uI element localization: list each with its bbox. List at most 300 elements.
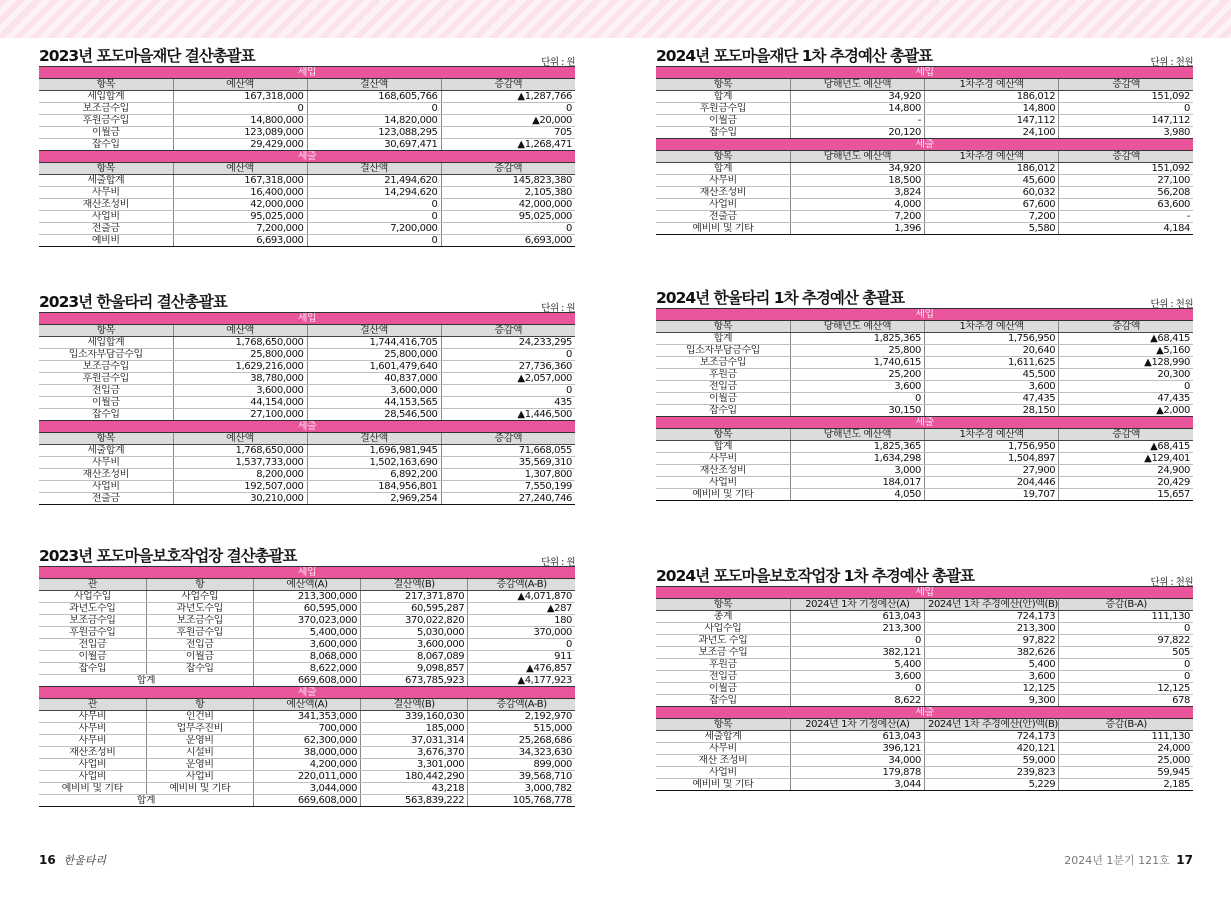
value-cell: 34,920 xyxy=(790,91,924,103)
row-label-cell: 후원금 xyxy=(656,369,790,381)
value-cell: 39,568,710 xyxy=(468,771,575,783)
row-label-cell: 전입금 xyxy=(146,639,253,651)
total-value-cell: ▲4,177,923 xyxy=(468,675,575,687)
value-cell: 37,031,314 xyxy=(361,735,468,747)
row-label-cell: 전출금 xyxy=(39,493,173,505)
total-label-cell: 합계 xyxy=(39,675,253,687)
column-header: 항목 xyxy=(656,321,790,333)
table-row xyxy=(656,647,1193,659)
row-label-cell: 과년도수입 xyxy=(146,603,253,615)
table-section xyxy=(656,417,1193,501)
column-header: 2024년 1차 기정예산(A) xyxy=(790,599,924,611)
value-cell: 396,121 xyxy=(790,743,924,755)
value-cell: 0 xyxy=(441,103,575,115)
column-header: 결산액(B) xyxy=(361,699,468,711)
value-cell: 145,823,380 xyxy=(441,175,575,187)
column-header: 증감액(A-B) xyxy=(468,579,575,591)
table-row xyxy=(39,385,575,397)
table-heading xyxy=(39,538,575,566)
table-row xyxy=(39,591,575,603)
value-cell: ▲129,401 xyxy=(1059,453,1193,465)
value-cell: 59,945 xyxy=(1059,767,1193,779)
column-header: 관 xyxy=(39,699,146,711)
table-row xyxy=(39,771,575,783)
value-cell: 14,820,000 xyxy=(307,115,441,127)
table-row xyxy=(656,187,1193,199)
column-header: 증감액 xyxy=(1059,79,1193,91)
value-cell: 1,756,950 xyxy=(925,333,1059,345)
row-label-cell: 후원금수입 xyxy=(39,373,173,385)
column-header: 증감액 xyxy=(441,433,575,445)
value-cell: 45,500 xyxy=(925,369,1059,381)
table-row xyxy=(656,465,1193,477)
value-cell: 25,000 xyxy=(1059,755,1193,767)
value-cell: 6,892,200 xyxy=(307,469,441,481)
value-cell: 435 xyxy=(441,397,575,409)
table-heading xyxy=(39,284,575,312)
value-cell: ▲20,000 xyxy=(441,115,575,127)
table-row xyxy=(656,127,1193,139)
row-label-cell: 과년도수입 xyxy=(39,603,146,615)
value-cell: 168,605,766 xyxy=(307,91,441,103)
column-header: 결산액 xyxy=(307,325,441,337)
value-cell: 505 xyxy=(1059,647,1193,659)
table-block-2023-hanultari xyxy=(39,284,575,505)
value-cell: 111,130 xyxy=(1059,611,1193,623)
table-row xyxy=(39,469,575,481)
table-row xyxy=(39,747,575,759)
column-header: 1차추경 예산액 xyxy=(925,321,1059,333)
row-label-cell: 합계 xyxy=(656,163,790,175)
value-cell: 1,611,625 xyxy=(925,357,1059,369)
value-cell: 1,825,365 xyxy=(790,333,924,345)
value-cell: 7,200 xyxy=(925,211,1059,223)
table-row xyxy=(656,223,1193,235)
row-label-cell: 예비비 및 기타 xyxy=(656,223,790,235)
value-cell: ▲68,415 xyxy=(1059,333,1193,345)
table-row xyxy=(39,91,575,103)
table-row xyxy=(656,489,1193,501)
value-cell: 24,233,295 xyxy=(441,337,575,349)
table-row xyxy=(656,683,1193,695)
row-label-cell: 잡수입 xyxy=(39,663,146,675)
value-cell: 613,043 xyxy=(790,611,924,623)
value-cell: 7,200 xyxy=(790,211,924,223)
header-row xyxy=(656,151,1193,163)
value-cell: 34,920 xyxy=(790,163,924,175)
table-row xyxy=(656,333,1193,345)
table-row xyxy=(39,223,575,235)
table-row xyxy=(39,175,575,187)
value-cell: 184,017 xyxy=(790,477,924,489)
table-row xyxy=(656,767,1193,779)
row-label-cell: 재산 조성비 xyxy=(656,755,790,767)
value-cell: 29,429,000 xyxy=(173,139,307,151)
column-header: 항목 xyxy=(656,429,790,441)
column-header: 예산액 xyxy=(173,325,307,337)
value-cell: 14,800 xyxy=(790,103,924,115)
table-block-2024-podo-workshop xyxy=(656,558,1193,791)
table-row xyxy=(39,373,575,385)
table-row xyxy=(39,603,575,615)
value-cell: 27,240,746 xyxy=(441,493,575,505)
value-cell: 3,000,782 xyxy=(468,783,575,795)
section-label: 세입 xyxy=(656,587,1193,599)
column-header: 증감액 xyxy=(441,325,575,337)
budget-table xyxy=(656,66,1193,235)
column-header: 증감액 xyxy=(1059,321,1193,333)
column-header: 항목 xyxy=(656,599,790,611)
value-cell: 8,622,000 xyxy=(253,663,360,675)
table-row xyxy=(656,695,1193,707)
table-row xyxy=(39,409,575,421)
section-label: 세입 xyxy=(656,67,1193,79)
value-cell: 151,092 xyxy=(1059,163,1193,175)
section-label-row xyxy=(39,151,575,163)
table-row xyxy=(656,623,1193,635)
section-label: 세입 xyxy=(656,309,1193,321)
value-cell: 2,969,254 xyxy=(307,493,441,505)
value-cell: 5,400 xyxy=(925,659,1059,671)
table-row xyxy=(39,615,575,627)
value-cell: 123,089,000 xyxy=(173,127,307,139)
value-cell: 3,044 xyxy=(790,779,924,791)
unit-label: 단위 : 원 xyxy=(541,303,575,314)
value-cell: 0 xyxy=(1059,381,1193,393)
row-label-cell: 후원금 xyxy=(656,659,790,671)
row-label-cell: 시설비 xyxy=(146,747,253,759)
value-cell: ▲287 xyxy=(468,603,575,615)
value-cell: 167,318,000 xyxy=(173,91,307,103)
row-label-cell: 사업비 xyxy=(39,771,146,783)
page-number: 17 xyxy=(1176,853,1193,867)
value-cell: 911 xyxy=(468,651,575,663)
unit-label: 단위 : 천원 xyxy=(1150,299,1193,310)
value-cell: 67,600 xyxy=(925,199,1059,211)
value-cell: 30,697,471 xyxy=(307,139,441,151)
value-cell: ▲5,160 xyxy=(1059,345,1193,357)
table-title: 2023년 포도마을보호작업장 결산총괄표 xyxy=(39,547,297,565)
row-label-cell: 합계 xyxy=(656,441,790,453)
table-row xyxy=(656,115,1193,127)
value-cell: 20,300 xyxy=(1059,369,1193,381)
page-number: 16 xyxy=(39,853,56,867)
section-label-row xyxy=(39,687,575,699)
total-value-cell: 669,608,000 xyxy=(253,795,360,807)
table-row xyxy=(39,639,575,651)
value-cell: 24,000 xyxy=(1059,743,1193,755)
value-cell: 62,300,000 xyxy=(253,735,360,747)
row-label-cell: 사업비 xyxy=(656,767,790,779)
value-cell: 95,025,000 xyxy=(173,211,307,223)
section-label-row xyxy=(656,417,1193,429)
header-row xyxy=(39,79,575,91)
value-cell: 7,550,199 xyxy=(441,481,575,493)
unit-label: 단위 : 천원 xyxy=(1150,577,1193,588)
column-header: 당해년도 예산액 xyxy=(790,151,924,163)
value-cell: 613,043 xyxy=(790,731,924,743)
value-cell: 4,184 xyxy=(1059,223,1193,235)
table-row xyxy=(656,731,1193,743)
value-cell: 14,800,000 xyxy=(173,115,307,127)
value-cell: 147,112 xyxy=(925,115,1059,127)
row-label-cell: 이월금 xyxy=(39,651,146,663)
unit-label: 단위 : 원 xyxy=(541,557,575,568)
header-row xyxy=(39,433,575,445)
row-label-cell: 사무비 xyxy=(39,723,146,735)
section-label-row xyxy=(656,139,1193,151)
table-row xyxy=(656,405,1193,417)
column-header: 1차추경 예산액 xyxy=(925,429,1059,441)
table-row xyxy=(656,477,1193,489)
row-label-cell: 사업비 xyxy=(39,759,146,771)
row-label-cell: 운영비 xyxy=(146,735,253,747)
table-row xyxy=(656,103,1193,115)
row-label-cell: 잡수입 xyxy=(146,663,253,675)
value-cell: 9,098,857 xyxy=(361,663,468,675)
column-header: 항목 xyxy=(656,719,790,731)
value-cell: 60,595,287 xyxy=(361,603,468,615)
section-label-row xyxy=(39,421,575,433)
value-cell: 30,210,000 xyxy=(173,493,307,505)
column-header: 증감액 xyxy=(441,79,575,91)
value-cell: 678 xyxy=(1059,695,1193,707)
row-label-cell: 이월금 xyxy=(656,683,790,695)
section-label: 세출 xyxy=(656,707,1193,719)
value-cell: 47,435 xyxy=(1059,393,1193,405)
row-label-cell: 잡수입 xyxy=(656,405,790,417)
value-cell: 186,012 xyxy=(925,91,1059,103)
table-row xyxy=(39,493,575,505)
left-page-footer xyxy=(39,852,106,868)
value-cell: 180 xyxy=(468,615,575,627)
row-label-cell: 사업비 xyxy=(656,199,790,211)
value-cell: 5,580 xyxy=(925,223,1059,235)
table-title: 2024년 포도마을재단 1차 추경예산 총괄표 xyxy=(656,47,933,65)
row-label-cell: 사업수입 xyxy=(656,623,790,635)
table-row xyxy=(39,187,575,199)
table-block-2024-podo-foundation xyxy=(656,38,1193,235)
value-cell: 184,956,801 xyxy=(307,481,441,493)
section-label: 세입 xyxy=(39,567,575,579)
row-label-cell: 세출합계 xyxy=(656,731,790,743)
table-heading xyxy=(656,38,1193,66)
table-row xyxy=(39,139,575,151)
value-cell: 63,600 xyxy=(1059,199,1193,211)
value-cell: 370,022,820 xyxy=(361,615,468,627)
table-row xyxy=(39,211,575,223)
column-header: 항 xyxy=(146,579,253,591)
header-row xyxy=(39,579,575,591)
table-row xyxy=(656,393,1193,405)
value-cell: 3,676,370 xyxy=(361,747,468,759)
table-row xyxy=(656,441,1193,453)
table-title: 2024년 포도마을보호작업장 1차 추경예산 총괄표 xyxy=(656,567,975,585)
row-label-cell: 과년도 수입 xyxy=(656,635,790,647)
value-cell: 20,120 xyxy=(790,127,924,139)
section-label: 세출 xyxy=(39,151,575,163)
table-row xyxy=(39,723,575,735)
table-section xyxy=(656,67,1193,139)
unit-label: 단위 : 원 xyxy=(541,57,575,68)
value-cell: 1,740,615 xyxy=(790,357,924,369)
value-cell: 899,000 xyxy=(468,759,575,771)
value-cell: 21,494,620 xyxy=(307,175,441,187)
value-cell: 60,595,000 xyxy=(253,603,360,615)
table-row xyxy=(656,779,1193,791)
row-label-cell: 후원금수입 xyxy=(39,627,146,639)
table-section xyxy=(656,309,1193,417)
value-cell: 5,030,000 xyxy=(361,627,468,639)
value-cell: 420,121 xyxy=(925,743,1059,755)
value-cell: 27,900 xyxy=(925,465,1059,477)
value-cell: 2,105,380 xyxy=(441,187,575,199)
value-cell: 370,023,000 xyxy=(253,615,360,627)
right-page-footer xyxy=(1064,852,1193,868)
table-row xyxy=(39,337,575,349)
value-cell: 3,044,000 xyxy=(253,783,360,795)
value-cell: 40,837,000 xyxy=(307,373,441,385)
column-header: 당해년도 예산액 xyxy=(790,79,924,91)
table-row xyxy=(656,175,1193,187)
table-row xyxy=(656,211,1193,223)
row-label-cell: 사업비 xyxy=(656,477,790,489)
row-label-cell: 세출합계 xyxy=(39,175,173,187)
section-label-row xyxy=(656,707,1193,719)
table-section xyxy=(39,567,575,687)
value-cell: 27,100 xyxy=(1059,175,1193,187)
value-cell: 370,000 xyxy=(468,627,575,639)
value-cell: 24,900 xyxy=(1059,465,1193,477)
header-row xyxy=(656,429,1193,441)
table-title: 2024년 한울타리 1차 추경예산 총괄표 xyxy=(656,289,905,307)
row-label-cell: 후원금수입 xyxy=(39,115,173,127)
value-cell: 20,640 xyxy=(925,345,1059,357)
total-row xyxy=(39,675,575,687)
value-cell: 3,600 xyxy=(790,381,924,393)
row-label-cell: 사무비 xyxy=(656,453,790,465)
value-cell: 8,200,000 xyxy=(173,469,307,481)
budget-table xyxy=(39,312,575,505)
value-cell: 1,634,298 xyxy=(790,453,924,465)
value-cell: 220,011,000 xyxy=(253,771,360,783)
row-label-cell: 총계 xyxy=(656,611,790,623)
table-row xyxy=(39,735,575,747)
value-cell: 1,504,897 xyxy=(925,453,1059,465)
value-cell: 705 xyxy=(441,127,575,139)
header-row xyxy=(39,699,575,711)
value-cell: 3,000 xyxy=(790,465,924,477)
value-cell: 0 xyxy=(307,211,441,223)
value-cell: 0 xyxy=(307,199,441,211)
column-header: 항목 xyxy=(656,79,790,91)
column-header: 2024년 1차 기정예산(A) xyxy=(790,719,924,731)
value-cell: ▲1,446,500 xyxy=(441,409,575,421)
table-row xyxy=(39,759,575,771)
column-header: 항목 xyxy=(39,433,173,445)
row-label-cell: 전입금 xyxy=(656,671,790,683)
value-cell: 3,600,000 xyxy=(173,385,307,397)
table-title: 2023년 한울타리 결산총괄표 xyxy=(39,293,227,311)
budget-table xyxy=(656,308,1193,501)
value-cell: 27,100,000 xyxy=(173,409,307,421)
value-cell: 7,200,000 xyxy=(307,223,441,235)
row-label-cell: 후원금수입 xyxy=(656,103,790,115)
value-cell: 1,396 xyxy=(790,223,924,235)
value-cell: 25,800,000 xyxy=(173,349,307,361)
row-label-cell: 입소자부담금수입 xyxy=(39,349,173,361)
value-cell: 339,160,030 xyxy=(361,711,468,723)
row-label-cell: 보조금수입 xyxy=(146,615,253,627)
value-cell: 151,092 xyxy=(1059,91,1193,103)
table-row xyxy=(39,711,575,723)
unit-label: 단위 : 천원 xyxy=(1150,57,1193,68)
value-cell: 5,229 xyxy=(925,779,1059,791)
value-cell: 0 xyxy=(441,223,575,235)
row-label-cell: 사업비 xyxy=(146,771,253,783)
value-cell: 3,301,000 xyxy=(361,759,468,771)
value-cell: 25,800 xyxy=(790,345,924,357)
column-header: 증감액(A-B) xyxy=(468,699,575,711)
value-cell: 3,600,000 xyxy=(253,639,360,651)
section-label: 세입 xyxy=(39,67,575,79)
value-cell: 123,088,295 xyxy=(307,127,441,139)
value-cell: 47,435 xyxy=(925,393,1059,405)
value-cell: 28,150 xyxy=(925,405,1059,417)
value-cell: 3,600,000 xyxy=(307,385,441,397)
table-row xyxy=(656,671,1193,683)
value-cell: 0 xyxy=(441,349,575,361)
row-label-cell: 전출금 xyxy=(39,223,173,235)
value-cell: 700,000 xyxy=(253,723,360,735)
value-cell: 0 xyxy=(468,639,575,651)
value-cell: 38,780,000 xyxy=(173,373,307,385)
value-cell: 25,268,686 xyxy=(468,735,575,747)
value-cell: 43,218 xyxy=(361,783,468,795)
value-cell: ▲128,990 xyxy=(1059,357,1193,369)
value-cell: 515,000 xyxy=(468,723,575,735)
table-row xyxy=(39,783,575,795)
table-section xyxy=(39,151,575,247)
column-header: 항 xyxy=(146,699,253,711)
row-label-cell: 세입합계 xyxy=(39,337,173,349)
row-label-cell: 재산조성비 xyxy=(656,465,790,477)
row-label-cell: 사무비 xyxy=(656,175,790,187)
value-cell: 0 xyxy=(1059,623,1193,635)
value-cell: 3,980 xyxy=(1059,127,1193,139)
value-cell: 1,744,416,705 xyxy=(307,337,441,349)
table-row xyxy=(656,91,1193,103)
row-label-cell: 보조금수입 xyxy=(39,615,146,627)
value-cell: 0 xyxy=(1059,671,1193,683)
header-row xyxy=(39,325,575,337)
column-header: 항목 xyxy=(656,151,790,163)
section-label-row xyxy=(656,67,1193,79)
value-cell: 1,629,216,000 xyxy=(173,361,307,373)
table-heading xyxy=(39,38,575,66)
value-cell: 3,600,000 xyxy=(361,639,468,651)
table-block-2024-hanultari xyxy=(656,280,1193,501)
column-header: 항목 xyxy=(39,325,173,337)
row-label-cell: 운영비 xyxy=(146,759,253,771)
total-row xyxy=(39,795,575,807)
row-label-cell: 이월금 xyxy=(146,651,253,663)
column-header: 1차추경 예산액 xyxy=(925,79,1059,91)
value-cell: 5,400 xyxy=(790,659,924,671)
value-cell: 59,000 xyxy=(925,755,1059,767)
row-label-cell: 보조금 수입 xyxy=(656,647,790,659)
value-cell: 0 xyxy=(307,235,441,247)
